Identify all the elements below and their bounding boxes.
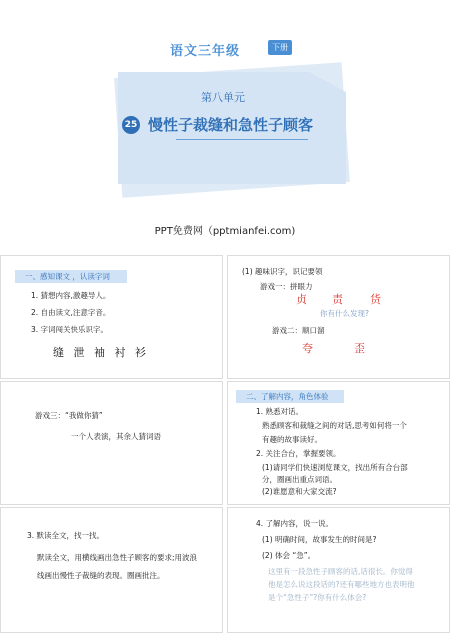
cover-slide — [0, 0, 450, 250]
text-line: 默读全文，用横线画出急性子顾客的要求;用波浪 — [37, 553, 198, 562]
char: 夸 — [302, 342, 313, 355]
text-line: 线画出慢性子裁缝的表现。圈画批注。 — [37, 571, 165, 580]
section-label: 一、感知课文 ，认读字词 — [15, 270, 127, 283]
lesson-title: 慢性子裁缝和急性子顾客 — [148, 116, 314, 134]
slide-5 — [0, 507, 223, 633]
lesson-number-badge: 25 — [122, 116, 140, 134]
question-line: (1) 明确时间，故事发生的时间是? — [262, 535, 377, 544]
text-line: (2)谁愿意和大家交流? — [262, 487, 337, 496]
note-line: 是个“急性子”?你有什么体会? — [268, 593, 367, 602]
text-line: 2. 关注合台，掌握要领。 — [256, 449, 341, 458]
vocab-characters: 缝 泄 袖 衬 衫 — [53, 346, 149, 359]
unit-title: 第八单元 — [201, 91, 245, 104]
grade-title: 语文三年级 — [170, 44, 241, 59]
game-description: 一个人表演，其余人猜词语 — [71, 432, 161, 441]
heading: 3. 默读全文，找一找。 — [27, 531, 105, 540]
char: 贞 — [296, 293, 307, 306]
text-line: 熟悉顾客和裁缝之间的对话,思考如何将一个 — [262, 421, 407, 430]
slide-1 — [0, 255, 223, 379]
game-label: 游戏一：拼眼力 — [260, 282, 313, 291]
title-underline — [176, 139, 308, 140]
text-line: (1)请同学们快速浏览课文，找出所有合台部 — [262, 463, 408, 472]
volume-badge: 下册 — [268, 40, 292, 55]
game-label: 游戏二：顺口溜 — [272, 326, 325, 335]
list-item: 2. 自由读文,注意字音。 — [31, 308, 111, 317]
slide-4 — [227, 381, 450, 505]
slide-6 — [227, 507, 450, 633]
char: 货 — [370, 293, 381, 306]
list-item: 3. 字词闯关快乐识字。 — [31, 325, 109, 334]
section-label: 二、了解内容，角色体验 — [236, 390, 344, 403]
question-text: 你有什么发现? — [320, 309, 369, 318]
heading: 4. 了解内容，说一说。 — [256, 519, 334, 528]
heading: (1) 趣味识字，识记要领 — [242, 267, 323, 276]
text-line: 分，圈画出重点词语。 — [262, 475, 337, 484]
text-line: 有趣的故事读好。 — [262, 435, 322, 444]
char: 责 — [332, 293, 343, 306]
char: 歪 — [354, 342, 365, 355]
text-line: 1. 熟悉对话。 — [256, 407, 304, 416]
note-line: 这里有一段急性子顾客的话,话很长。你觉得 — [268, 567, 413, 576]
question-line: (2) 体会 “急”。 — [262, 551, 316, 560]
note-line: 他是怎么说这段话的?还有哪些地方也表明他 — [268, 580, 415, 589]
source-caption: PPT免费网（pptmianfei.com) — [154, 226, 296, 237]
slide-2 — [227, 255, 450, 379]
slide-3 — [0, 381, 223, 505]
list-item: 1. 猜想内容,激趣导人。 — [31, 291, 111, 300]
game-label: 游戏三：“我做你猜” — [35, 411, 103, 420]
